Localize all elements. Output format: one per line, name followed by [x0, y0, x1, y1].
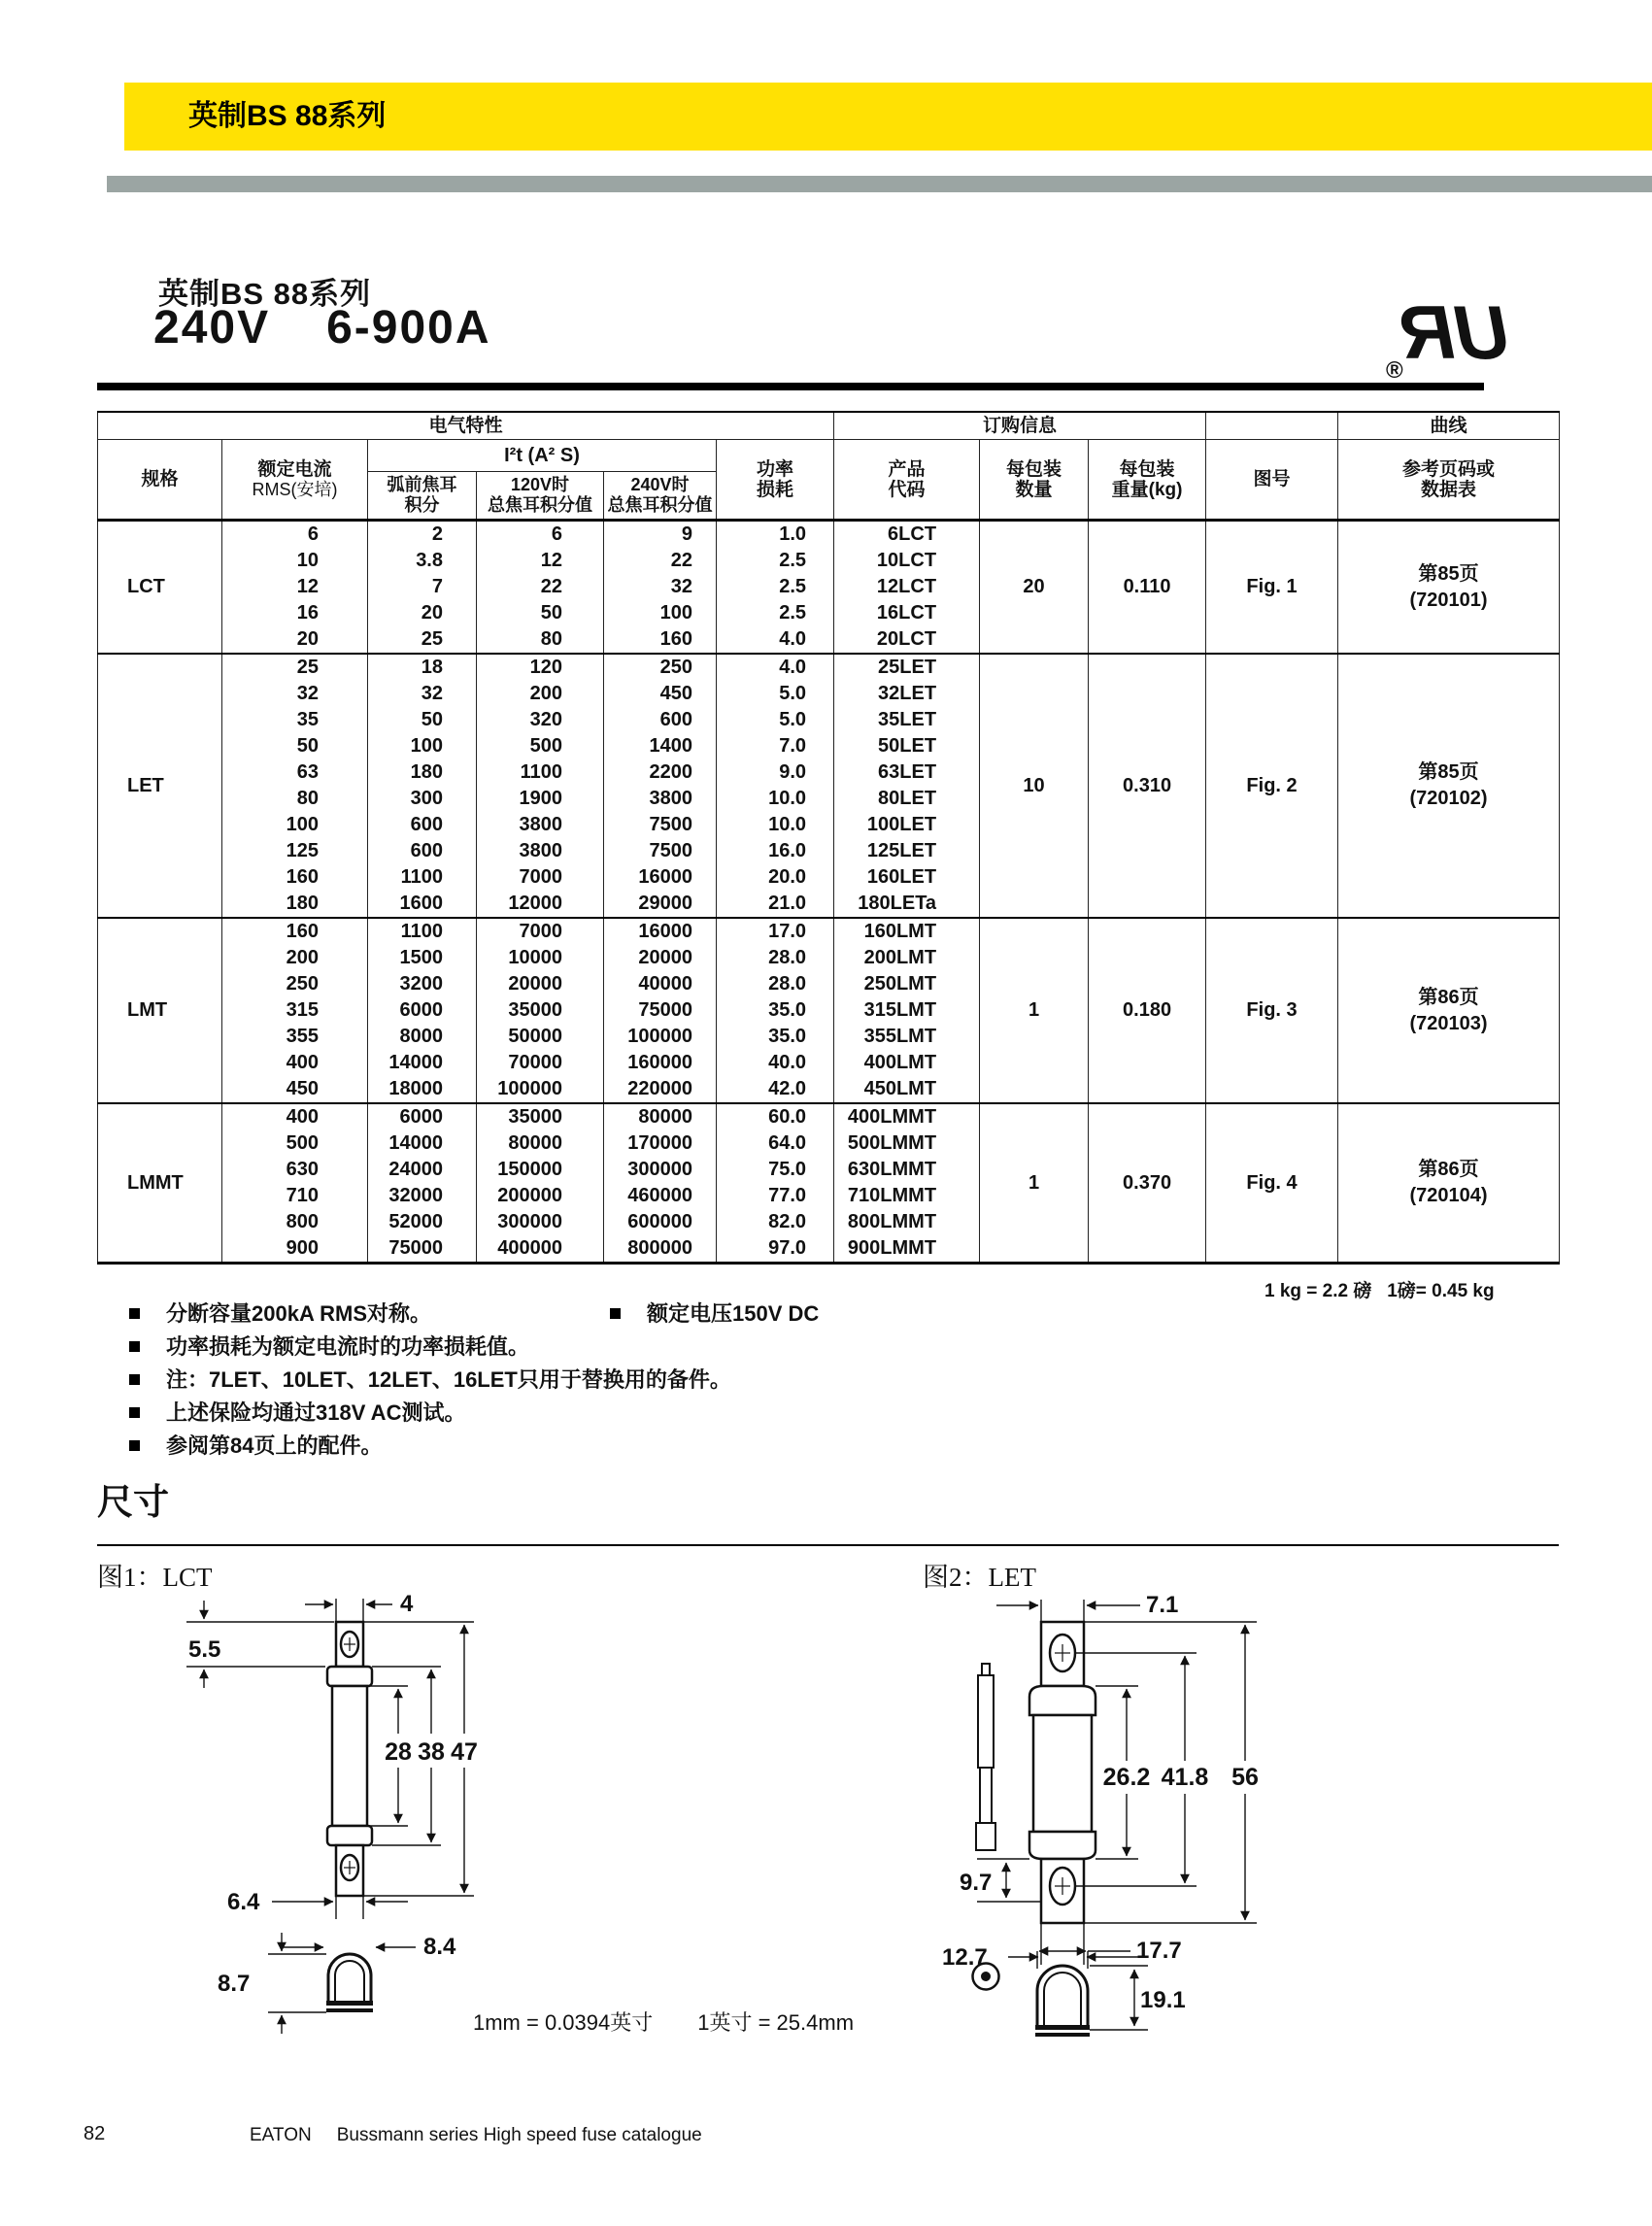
- cell-prearc-i2t: 18: [368, 654, 477, 681]
- dim-lct-end-width: 8.4: [423, 1934, 456, 1960]
- cell-rated-current: 12: [222, 574, 368, 600]
- dim-let-bottom-width: 12.7: [942, 1944, 988, 1971]
- cell-figure-number: Fig. 1: [1206, 521, 1338, 655]
- cell-package-qty: 1: [980, 1103, 1089, 1264]
- spec-group-LET: [98, 654, 1560, 918]
- dim-lct-end-height: 8.7: [218, 1971, 251, 1997]
- cell-power-loss: 2.5: [717, 600, 834, 626]
- cell-total-i2t-240v: 600: [604, 707, 717, 733]
- cell-product-code: 63LET: [834, 759, 980, 786]
- cell-product-code: 10LCT: [834, 548, 980, 574]
- cell-rated-current: 50: [222, 733, 368, 759]
- spec-group-LMT: [98, 918, 1560, 1103]
- dim-lct-bottom-width: 6.4: [227, 1889, 260, 1915]
- cell-package-qty: 1: [980, 918, 1089, 1103]
- cell-product-code: 100LET: [834, 812, 980, 838]
- cell-product-code: 250LMT: [834, 971, 980, 997]
- fig1-label: 图1：LCT: [97, 1563, 213, 1592]
- cell-power-loss: 1.0: [717, 521, 834, 549]
- cell-prearc-i2t: 50: [368, 707, 477, 733]
- registered-symbol: ®: [1386, 357, 1403, 382]
- cell-rated-current: 6: [222, 521, 368, 549]
- cell-rated-current: 355: [222, 1024, 368, 1050]
- cell-rated-current: 63: [222, 759, 368, 786]
- cell-power-loss: 10.0: [717, 812, 834, 838]
- cell-power-loss: 21.0: [717, 891, 834, 918]
- cell-power-loss: 42.0: [717, 1076, 834, 1103]
- cell-rated-current: 25: [222, 654, 368, 681]
- ul-recognized-icon: [1384, 285, 1520, 382]
- cell-total-i2t-120v: 300000: [477, 1209, 604, 1235]
- cell-product-code: 355LMT: [834, 1024, 980, 1050]
- dim-lct-tag-height: 5.5: [188, 1636, 221, 1663]
- cell-reference: 第86页 (720104): [1338, 1103, 1560, 1264]
- cell-total-i2t-240v: 220000: [604, 1076, 717, 1103]
- cell-prearc-i2t: 25: [368, 626, 477, 654]
- cell-rated-current: 630: [222, 1157, 368, 1183]
- cell-total-i2t-240v: 800000: [604, 1235, 717, 1264]
- dim-let-end-width: 17.7: [1136, 1938, 1182, 1964]
- col-package-qty: 每包装 数量: [980, 440, 1089, 521]
- cell-total-i2t-240v: 7500: [604, 812, 717, 838]
- cell-product-code: 125LET: [834, 838, 980, 864]
- col-power-loss: 功率 损耗: [717, 440, 834, 521]
- cell-total-i2t-240v: 600000: [604, 1209, 717, 1235]
- cell-product-code: 900LMMT: [834, 1235, 980, 1264]
- cell-prearc-i2t: 180: [368, 759, 477, 786]
- cell-total-i2t-240v: 16000: [604, 918, 717, 945]
- cell-figure-number: Fig. 3: [1206, 918, 1338, 1103]
- cell-power-loss: 64.0: [717, 1130, 834, 1157]
- col-product-code: 产品 代码: [834, 440, 980, 521]
- cell-rated-current: 315: [222, 997, 368, 1024]
- cell-package-weight: 0.110: [1089, 521, 1206, 655]
- table-row: [98, 521, 1560, 549]
- dim-let-len-outer: 56: [1231, 1764, 1259, 1791]
- cell-total-i2t-120v: 3800: [477, 812, 604, 838]
- cell-prearc-i2t: 20: [368, 600, 477, 626]
- col-total-i2t-240v: 240V时 总焦耳积分值: [604, 472, 717, 521]
- cell-product-code: 200LMT: [834, 945, 980, 971]
- cell-total-i2t-240v: 80000: [604, 1103, 717, 1130]
- dim-let-top-width: 7.1: [1146, 1592, 1179, 1618]
- ul-mark-glyphs: UR: [1400, 289, 1510, 375]
- cell-total-i2t-240v: 16000: [604, 864, 717, 891]
- unit-conversion-note: 1mm = 0.0394英寸 1英寸 = 25.4mm: [473, 2010, 855, 2035]
- kg-conversion-note: 1 kg = 2.2 磅 1磅= 0.45 kg: [1264, 1281, 1495, 1301]
- cell-total-i2t-120v: 150000: [477, 1157, 604, 1183]
- cell-power-loss: 2.5: [717, 574, 834, 600]
- cell-reference: 第85页 (720101): [1338, 521, 1560, 655]
- header-curve-group: 曲线: [1338, 412, 1560, 440]
- dim-let-len-inner: 26.2: [1102, 1764, 1151, 1791]
- cell-total-i2t-240v: 29000: [604, 891, 717, 918]
- cell-power-loss: 10.0: [717, 786, 834, 812]
- cell-total-i2t-240v: 9: [604, 521, 717, 549]
- header-blank-group: [1206, 412, 1338, 440]
- header-ordering-group: 订购信息: [834, 412, 1206, 440]
- bullet-square-icon: [129, 1440, 140, 1451]
- cell-rated-current: 450: [222, 1076, 368, 1103]
- cell-total-i2t-120v: 35000: [477, 1103, 604, 1130]
- cell-product-code: 35LET: [834, 707, 980, 733]
- cell-prearc-i2t: 14000: [368, 1130, 477, 1157]
- cell-rated-current: 100: [222, 812, 368, 838]
- spec-group-LMMT: [98, 1103, 1560, 1264]
- cell-package-qty: 20: [980, 521, 1089, 655]
- dim-let-end-height: 19.1: [1140, 1987, 1186, 2013]
- col-rated-current: 额定电流 RMS(安培): [222, 440, 368, 521]
- cell-rated-current: 500: [222, 1130, 368, 1157]
- cell-package-weight: 0.370: [1089, 1103, 1206, 1264]
- series-title: 英制BS 88系列: [158, 277, 372, 311]
- cell-total-i2t-120v: 35000: [477, 997, 604, 1024]
- cell-product-code: 450LMT: [834, 1076, 980, 1103]
- note-replacement-parts: 注：7LET、10LET、12LET、16LET只用于替换用的备件。: [129, 1364, 731, 1394]
- cell-power-loss: 97.0: [717, 1235, 834, 1264]
- cell-product-code: 710LMMT: [834, 1183, 980, 1209]
- cell-total-i2t-120v: 320: [477, 707, 604, 733]
- cell-rated-current: 180: [222, 891, 368, 918]
- footer-catalogue-line: [250, 2125, 702, 2146]
- catalogue-name: Bussmann series High speed fuse catalogue: [336, 2125, 702, 2145]
- table-header-row: [98, 440, 1560, 472]
- cell-spec: LET: [98, 654, 222, 918]
- cell-power-loss: 82.0: [717, 1209, 834, 1235]
- cell-total-i2t-240v: 460000: [604, 1183, 717, 1209]
- note-dc-voltage: 额定电压150V DC: [610, 1298, 819, 1328]
- cell-total-i2t-120v: 500: [477, 733, 604, 759]
- cell-prearc-i2t: 6000: [368, 997, 477, 1024]
- note-power-loss: 功率损耗为额定电流时的功率损耗值。: [129, 1331, 529, 1361]
- cell-rated-current: 400: [222, 1103, 368, 1130]
- table-row: [98, 654, 1560, 681]
- cell-total-i2t-120v: 80: [477, 626, 604, 654]
- cell-total-i2t-240v: 32: [604, 574, 717, 600]
- fig2-label: 图2：LET: [923, 1563, 1036, 1592]
- cell-prearc-i2t: 1600: [368, 891, 477, 918]
- cell-prearc-i2t: 100: [368, 733, 477, 759]
- cell-product-code: 180LETa: [834, 891, 980, 918]
- bullet-square-icon: [129, 1407, 140, 1418]
- cell-prearc-i2t: 75000: [368, 1235, 477, 1264]
- lct-dimension-drawing: [175, 1593, 583, 2044]
- cell-total-i2t-120v: 200: [477, 681, 604, 707]
- col-prearc-i2t: 弧前焦耳 积分: [368, 472, 477, 521]
- page-number: 82: [84, 2123, 106, 2144]
- cell-product-code: 50LET: [834, 733, 980, 759]
- cell-total-i2t-240v: 22: [604, 548, 717, 574]
- dimensions-rule: [97, 1544, 1559, 1546]
- col-figure-number: 图号: [1206, 440, 1338, 521]
- cell-total-i2t-240v: 20000: [604, 945, 717, 971]
- cell-product-code: 16LCT: [834, 600, 980, 626]
- cell-rated-current: 250: [222, 971, 368, 997]
- cell-rated-current: 10: [222, 548, 368, 574]
- cell-total-i2t-240v: 7500: [604, 838, 717, 864]
- cell-total-i2t-240v: 100000: [604, 1024, 717, 1050]
- cell-total-i2t-240v: 2200: [604, 759, 717, 786]
- cell-prearc-i2t: 32: [368, 681, 477, 707]
- cell-total-i2t-120v: 80000: [477, 1130, 604, 1157]
- cell-product-code: 6LCT: [834, 521, 980, 549]
- cell-spec: LCT: [98, 521, 222, 655]
- cell-prearc-i2t: 14000: [368, 1050, 477, 1076]
- cell-prearc-i2t: 3200: [368, 971, 477, 997]
- cell-product-code: 20LCT: [834, 626, 980, 654]
- cell-rated-current: 400: [222, 1050, 368, 1076]
- col-spec: 规格: [98, 440, 222, 521]
- cell-spec: LMMT: [98, 1103, 222, 1264]
- cell-power-loss: 28.0: [717, 971, 834, 997]
- cell-prearc-i2t: 600: [368, 812, 477, 838]
- table-group-header-row: [98, 412, 1560, 440]
- dim-let-tag-height: 9.7: [960, 1870, 993, 1896]
- note-breaking-capacity: 分断容量200kA RMS对称。: [129, 1298, 431, 1328]
- cell-prearc-i2t: 3.8: [368, 548, 477, 574]
- cell-rated-current: 16: [222, 600, 368, 626]
- cell-product-code: 400LMMT: [834, 1103, 980, 1130]
- cell-total-i2t-240v: 100: [604, 600, 717, 626]
- table-row: [98, 1103, 1560, 1130]
- cell-product-code: 500LMMT: [834, 1130, 980, 1157]
- table-header: [98, 412, 1560, 521]
- cell-prearc-i2t: 1100: [368, 918, 477, 945]
- cell-product-code: 160LMT: [834, 918, 980, 945]
- cell-rated-current: 35: [222, 707, 368, 733]
- cell-rated-current: 125: [222, 838, 368, 864]
- cell-reference: 第85页 (720102): [1338, 654, 1560, 918]
- cell-product-code: 160LET: [834, 864, 980, 891]
- bullet-square-icon: [610, 1308, 621, 1319]
- spec-group-LCT: [98, 521, 1560, 655]
- cell-product-code: 80LET: [834, 786, 980, 812]
- cell-total-i2t-120v: 50000: [477, 1024, 604, 1050]
- cell-power-loss: 75.0: [717, 1157, 834, 1183]
- cell-power-loss: 35.0: [717, 1024, 834, 1050]
- table-row: [98, 918, 1560, 945]
- rating-current: 6-900A: [326, 302, 491, 354]
- cell-product-code: 12LCT: [834, 574, 980, 600]
- cell-power-loss: 28.0: [717, 945, 834, 971]
- dim-lct-len-mid: 38: [418, 1738, 445, 1766]
- series-tab-bar: [124, 83, 1652, 151]
- divider-bar: [107, 176, 1652, 192]
- cell-power-loss: 5.0: [717, 707, 834, 733]
- cell-power-loss: 20.0: [717, 864, 834, 891]
- col-package-weight: 每包装 重量(kg): [1089, 440, 1206, 521]
- cell-power-loss: 4.0: [717, 654, 834, 681]
- cell-total-i2t-120v: 6: [477, 521, 604, 549]
- cell-rated-current: 20: [222, 626, 368, 654]
- cell-prearc-i2t: 18000: [368, 1076, 477, 1103]
- cell-prearc-i2t: 1500: [368, 945, 477, 971]
- cell-rated-current: 900: [222, 1235, 368, 1264]
- cell-rated-current: 160: [222, 864, 368, 891]
- cell-total-i2t-120v: 12: [477, 548, 604, 574]
- bullet-square-icon: [129, 1341, 140, 1352]
- cell-rated-current: 710: [222, 1183, 368, 1209]
- bullet-square-icon: [129, 1374, 140, 1385]
- cell-total-i2t-120v: 7000: [477, 918, 604, 945]
- header-electrical-group: 电气特性: [98, 412, 834, 440]
- cell-power-loss: 5.0: [717, 681, 834, 707]
- cell-rated-current: 80: [222, 786, 368, 812]
- cell-power-loss: 77.0: [717, 1183, 834, 1209]
- cell-total-i2t-120v: 1100: [477, 759, 604, 786]
- cell-total-i2t-120v: 7000: [477, 864, 604, 891]
- cell-total-i2t-240v: 300000: [604, 1157, 717, 1183]
- dimensions-section-title: 尺寸: [97, 1482, 169, 1522]
- col-total-i2t-120v: 120V时 总焦耳积分值: [477, 472, 604, 521]
- brand-name: EATON: [250, 2125, 312, 2145]
- cell-power-loss: 4.0: [717, 626, 834, 654]
- let-dimension-drawing: [806, 1588, 1311, 2069]
- cell-power-loss: 40.0: [717, 1050, 834, 1076]
- cell-prearc-i2t: 6000: [368, 1103, 477, 1130]
- cell-total-i2t-240v: 160: [604, 626, 717, 654]
- cell-prearc-i2t: 2: [368, 521, 477, 549]
- cell-product-code: 400LMT: [834, 1050, 980, 1076]
- cell-rated-current: 32: [222, 681, 368, 707]
- cell-spec: LMT: [98, 918, 222, 1103]
- dim-lct-len-outer: 47: [451, 1738, 478, 1766]
- cell-total-i2t-120v: 120: [477, 654, 604, 681]
- cell-prearc-i2t: 1100: [368, 864, 477, 891]
- cell-rated-current: 160: [222, 918, 368, 945]
- note-ac-test: 上述保险均通过318V AC测试。: [129, 1397, 465, 1427]
- cell-prearc-i2t: 32000: [368, 1183, 477, 1209]
- cell-total-i2t-120v: 200000: [477, 1183, 604, 1209]
- title-rule: [97, 383, 1484, 390]
- cell-total-i2t-120v: 12000: [477, 891, 604, 918]
- bullet-square-icon: [129, 1308, 140, 1319]
- cell-prearc-i2t: 7: [368, 574, 477, 600]
- cell-rated-current: 800: [222, 1209, 368, 1235]
- cell-power-loss: 2.5: [717, 548, 834, 574]
- cell-total-i2t-240v: 250: [604, 654, 717, 681]
- dim-lct-top-width: 4: [400, 1593, 414, 1617]
- cell-power-loss: 7.0: [717, 733, 834, 759]
- cell-prearc-i2t: 24000: [368, 1157, 477, 1183]
- rating-title: [153, 301, 491, 354]
- cell-prearc-i2t: 300: [368, 786, 477, 812]
- cell-product-code: 800LMMT: [834, 1209, 980, 1235]
- col-i2t-group: I²t (A² S): [368, 440, 717, 472]
- cell-total-i2t-240v: 1400: [604, 733, 717, 759]
- cell-total-i2t-120v: 50: [477, 600, 604, 626]
- dim-let-len-mid: 41.8: [1161, 1764, 1209, 1791]
- cell-total-i2t-120v: 70000: [477, 1050, 604, 1076]
- cell-total-i2t-240v: 3800: [604, 786, 717, 812]
- cell-total-i2t-240v: 40000: [604, 971, 717, 997]
- cell-product-code: 25LET: [834, 654, 980, 681]
- fuse-spec-table: [97, 411, 1560, 1265]
- cell-figure-number: Fig. 4: [1206, 1103, 1338, 1264]
- cell-product-code: 315LMT: [834, 997, 980, 1024]
- cell-total-i2t-120v: 22: [477, 574, 604, 600]
- cell-package-weight: 0.310: [1089, 654, 1206, 918]
- cell-power-loss: 9.0: [717, 759, 834, 786]
- cell-package-qty: 10: [980, 654, 1089, 918]
- cell-power-loss: 17.0: [717, 918, 834, 945]
- cell-total-i2t-120v: 3800: [477, 838, 604, 864]
- cell-product-code: 630LMMT: [834, 1157, 980, 1183]
- cell-total-i2t-120v: 400000: [477, 1235, 604, 1264]
- cell-total-i2t-120v: 20000: [477, 971, 604, 997]
- cell-prearc-i2t: 8000: [368, 1024, 477, 1050]
- note-accessories: 参阅第84页上的配件。: [129, 1430, 382, 1460]
- cell-power-loss: 16.0: [717, 838, 834, 864]
- cell-power-loss: 35.0: [717, 997, 834, 1024]
- col-reference: 参考页码或 数据表: [1338, 440, 1560, 521]
- cell-total-i2t-120v: 1900: [477, 786, 604, 812]
- cell-product-code: 32LET: [834, 681, 980, 707]
- dim-lct-len-inner: 28: [385, 1738, 412, 1766]
- cell-total-i2t-240v: 450: [604, 681, 717, 707]
- cell-prearc-i2t: 52000: [368, 1209, 477, 1235]
- cell-total-i2t-240v: 160000: [604, 1050, 717, 1076]
- cell-package-weight: 0.180: [1089, 918, 1206, 1103]
- cell-total-i2t-240v: 170000: [604, 1130, 717, 1157]
- cell-total-i2t-120v: 10000: [477, 945, 604, 971]
- cell-reference: 第86页 (720103): [1338, 918, 1560, 1103]
- cell-rated-current: 200: [222, 945, 368, 971]
- cell-power-loss: 60.0: [717, 1103, 834, 1130]
- cell-figure-number: Fig. 2: [1206, 654, 1338, 918]
- cell-total-i2t-120v: 100000: [477, 1076, 604, 1103]
- series-tab-label: 英制BS 88系列: [188, 100, 387, 132]
- rating-voltage: 240V: [153, 302, 271, 354]
- cell-prearc-i2t: 600: [368, 838, 477, 864]
- cell-total-i2t-240v: 75000: [604, 997, 717, 1024]
